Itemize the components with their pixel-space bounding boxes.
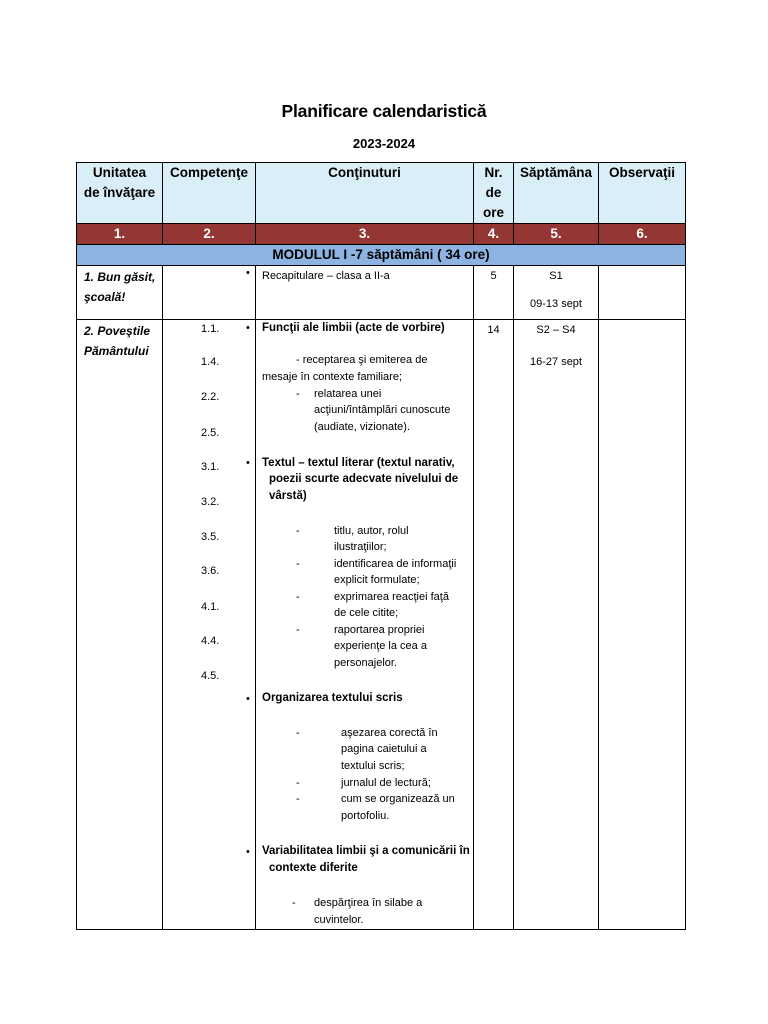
page-title: Planificare calendaristică <box>281 101 487 121</box>
column-number-row <box>77 224 686 245</box>
section-heading: Textul – textul literar (textul narativ, <box>262 457 455 469</box>
week-value: S2 – S4 <box>536 324 576 336</box>
notes-cell <box>599 266 686 320</box>
week-dates: 09-13 sept <box>530 297 582 310</box>
competence-code: 3.5. <box>201 531 220 543</box>
unit-line1: 1. Bun găsit, <box>84 270 156 284</box>
bullet-icon: • <box>246 693 250 705</box>
column-number: 2. <box>163 224 256 245</box>
section-heading: Organizarea textului scris <box>262 692 403 704</box>
content-item: (audiate, vizionate). <box>314 421 410 433</box>
content-item: - receptarea şi emiterea de <box>296 354 428 366</box>
week-cell <box>514 320 599 930</box>
header-hours-line2: de <box>485 185 502 200</box>
competences-cell <box>163 320 256 930</box>
contents-cell <box>256 266 474 320</box>
contents-cell <box>256 320 474 930</box>
section-heading: vârstă) <box>269 490 307 502</box>
header-unit <box>77 163 163 224</box>
section-heading: contexte diferite <box>269 862 358 874</box>
dash-icon: - <box>296 388 300 400</box>
unit-line2: Pământului <box>84 344 149 358</box>
table-header-row <box>77 163 686 224</box>
header-contents: Conţinuturi <box>256 163 474 224</box>
content-item: relatarea unei <box>314 388 382 400</box>
content-item: cum se organizează un <box>341 793 455 805</box>
planning-table <box>76 162 686 930</box>
content-item: portofoliu. <box>341 810 390 822</box>
dash-icon: - <box>296 727 300 739</box>
content-item: experienţe la cea a <box>334 640 427 652</box>
bullet-icon: • <box>246 322 250 334</box>
dash-icon: - <box>296 624 300 636</box>
content-item: jurnalul de lectură; <box>341 777 431 789</box>
content-item: acţiuni/întâmplări cunoscute <box>314 404 451 416</box>
competence-code: 3.6. <box>201 565 220 577</box>
bullet-icon: • <box>246 457 250 469</box>
dash-icon: - <box>296 777 300 789</box>
competence-code: 4.4. <box>201 635 220 647</box>
unit-line1: 2. Poveştile <box>84 324 151 338</box>
module-row <box>77 245 686 266</box>
header-unit-line2: de învăţare <box>83 185 156 200</box>
content-item: pagina caietului a <box>341 743 427 755</box>
content-item: textului scris; <box>341 760 405 772</box>
notes-cell <box>599 320 686 930</box>
content-item: ilustraţiilor; <box>334 541 387 553</box>
hours-value: 14 <box>487 324 500 336</box>
header-competences: Competenţe <box>163 163 256 224</box>
dash-icon: - <box>296 793 300 805</box>
content-item: explicit formulate; <box>334 574 420 586</box>
competence-code: 3.2. <box>201 496 220 508</box>
content-item: raportarea propriei <box>334 624 425 636</box>
competence-code: 3.1. <box>201 461 220 473</box>
bullet-icon: • <box>246 846 250 858</box>
module-title: MODULUL I -7 săptămâni ( 34 ore) <box>77 245 686 266</box>
header-week: Săptămâna <box>514 163 599 224</box>
column-number: 6. <box>599 224 686 245</box>
table-row <box>77 320 686 930</box>
header-hours-line1: Nr. <box>484 165 503 180</box>
content-item: aşezarea corectă în <box>341 727 438 739</box>
header-unit-line1: Unitatea <box>92 165 147 180</box>
dash-icon: - <box>296 525 300 537</box>
week-cell <box>514 266 599 320</box>
header-notes: Observaţii <box>599 163 686 224</box>
column-number: 1. <box>77 224 163 245</box>
section-heading: Funcţii ale limbii (acte de vorbire) <box>262 322 445 334</box>
dash-icon: - <box>292 897 296 909</box>
table-row <box>77 266 686 320</box>
unit-cell <box>77 320 163 930</box>
dash-icon: - <box>296 558 300 570</box>
content-item: Recapitulare – clasa a II-a <box>262 270 390 282</box>
competence-code: 4.5. <box>201 670 220 682</box>
column-number: 3. <box>256 224 474 245</box>
section-heading: Variabilitatea limbii şi a comunicării în <box>262 845 470 857</box>
hours-cell <box>474 266 514 320</box>
competence-code: 4.1. <box>201 601 220 613</box>
bullet-icon: • <box>246 267 250 279</box>
column-number: 4. <box>474 224 514 245</box>
content-item: mesaje în contexte familiare; <box>262 371 403 383</box>
competence-code: 2.5. <box>201 427 220 439</box>
header-hours <box>474 163 514 224</box>
unit-line2: şcoală! <box>84 290 126 304</box>
week-value: S1 <box>549 270 563 282</box>
hours-cell <box>474 320 514 930</box>
week-dates: 16-27 sept <box>530 355 582 368</box>
header-hours-line3: ore <box>482 205 504 220</box>
content-item: titlu, autor, rolul <box>334 525 409 537</box>
column-number: 5. <box>514 224 599 245</box>
hours-value: 5 <box>490 270 497 282</box>
content-item: exprimarea reacţiei faţă <box>334 591 449 603</box>
content-item: de cele citite; <box>334 607 399 619</box>
content-item: cuvintelor. <box>314 914 364 926</box>
content-item: identificarea de informaţii <box>334 558 457 570</box>
competence-code: 2.2. <box>201 391 220 403</box>
dash-icon: - <box>296 591 300 603</box>
section-heading: poezii scurte adecvate nivelului de <box>269 473 459 485</box>
school-year: 2023-2024 <box>352 136 416 151</box>
content-item: personajelor. <box>334 657 397 669</box>
content-item: despărţirea în silabe a <box>314 897 423 909</box>
competence-code: 1.4. <box>201 356 220 368</box>
unit-cell <box>77 266 163 320</box>
competences-cell <box>163 266 256 320</box>
competence-code: 1.1. <box>201 323 220 335</box>
